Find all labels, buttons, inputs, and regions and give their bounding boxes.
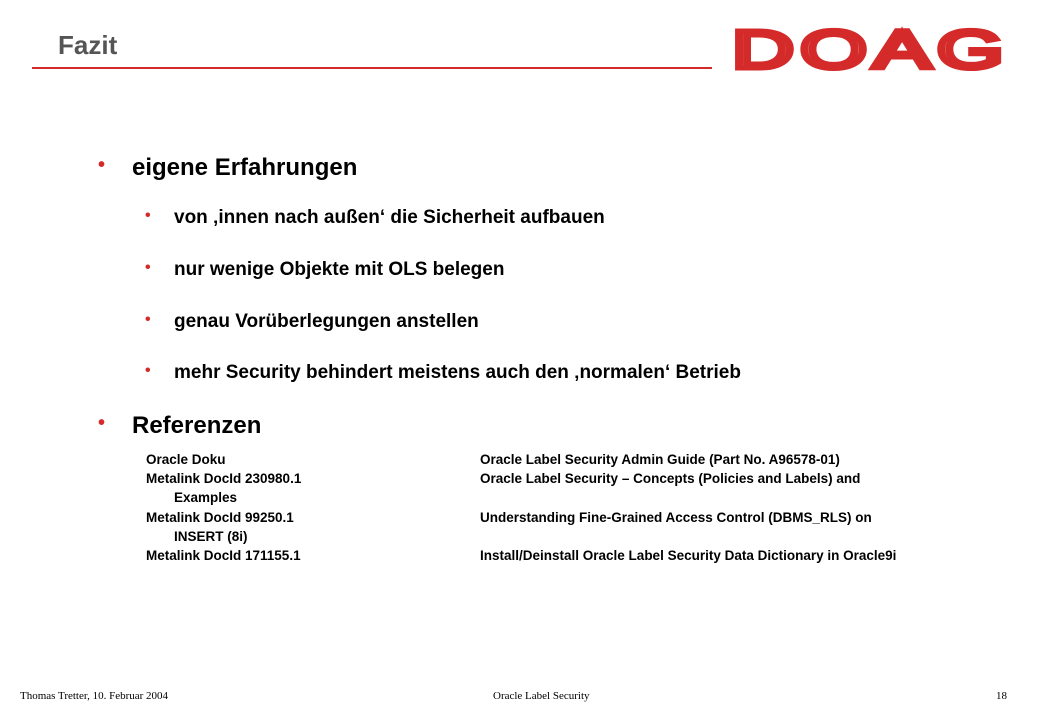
reference-source: Oracle Doku: [146, 452, 226, 467]
bullet-dot: •: [145, 362, 151, 379]
sub-bullet-4: [145, 362, 741, 384]
bullet-dot: •: [145, 207, 151, 224]
bullet-text: eigene Erfahrungen: [132, 154, 358, 181]
bullet-text: von ‚innen nach außen‘ die Sicherheit aufbauen: [174, 207, 605, 228]
reference-description: Install/Deinstall Oracle Label Security Data Dictionary in Oracle9i: [480, 548, 897, 563]
footer-topic: Oracle Label Security: [493, 690, 590, 702]
reference-source: Metalink DocId 230980.1: [146, 471, 302, 486]
reference-description: Oracle Label Security Admin Guide (Part No. A96578-01): [480, 452, 840, 467]
reference-source: Metalink DocId 171155.1: [146, 548, 301, 563]
bullet-text: nur wenige Objekte mit OLS belegen: [174, 259, 505, 280]
reference-source-continuation: Examples: [174, 490, 238, 505]
bullet-dot: •: [145, 259, 151, 276]
footer-author-date: Thomas Tretter, 10. Februar 2004: [20, 690, 169, 702]
bullet-text: mehr Security behindert meistens auch den ‚normalen‘ Betrieb: [174, 362, 741, 383]
bullet-text: Referenzen: [132, 412, 262, 439]
bullet-references: [98, 412, 262, 440]
reference-source-continuation: INSERT (8i): [174, 529, 248, 544]
footer-page-number: 18: [996, 690, 1007, 702]
sub-bullet-2: [145, 259, 505, 281]
title-underline: [32, 67, 712, 69]
slide-title: Fazit: [58, 30, 118, 60]
logo-text: DOAG: [732, 22, 1010, 72]
sub-bullet-1: [145, 207, 605, 229]
reference-description: Oracle Label Security – Concepts (Policies and Labels) and: [480, 471, 861, 486]
sub-bullet-3: [145, 311, 479, 333]
reference-source: Metalink DocId 99250.1: [146, 510, 294, 525]
bullet-dot: •: [98, 412, 106, 434]
bullet-dot: •: [98, 154, 106, 176]
bullet-dot: •: [145, 311, 151, 328]
doag-logo: [728, 22, 1014, 72]
reference-description: Understanding Fine-Grained Access Control (DBMS_RLS) on: [480, 510, 872, 525]
bullet-own-experience: [98, 154, 358, 182]
bullet-text: genau Vorüberlegungen anstellen: [174, 311, 479, 332]
